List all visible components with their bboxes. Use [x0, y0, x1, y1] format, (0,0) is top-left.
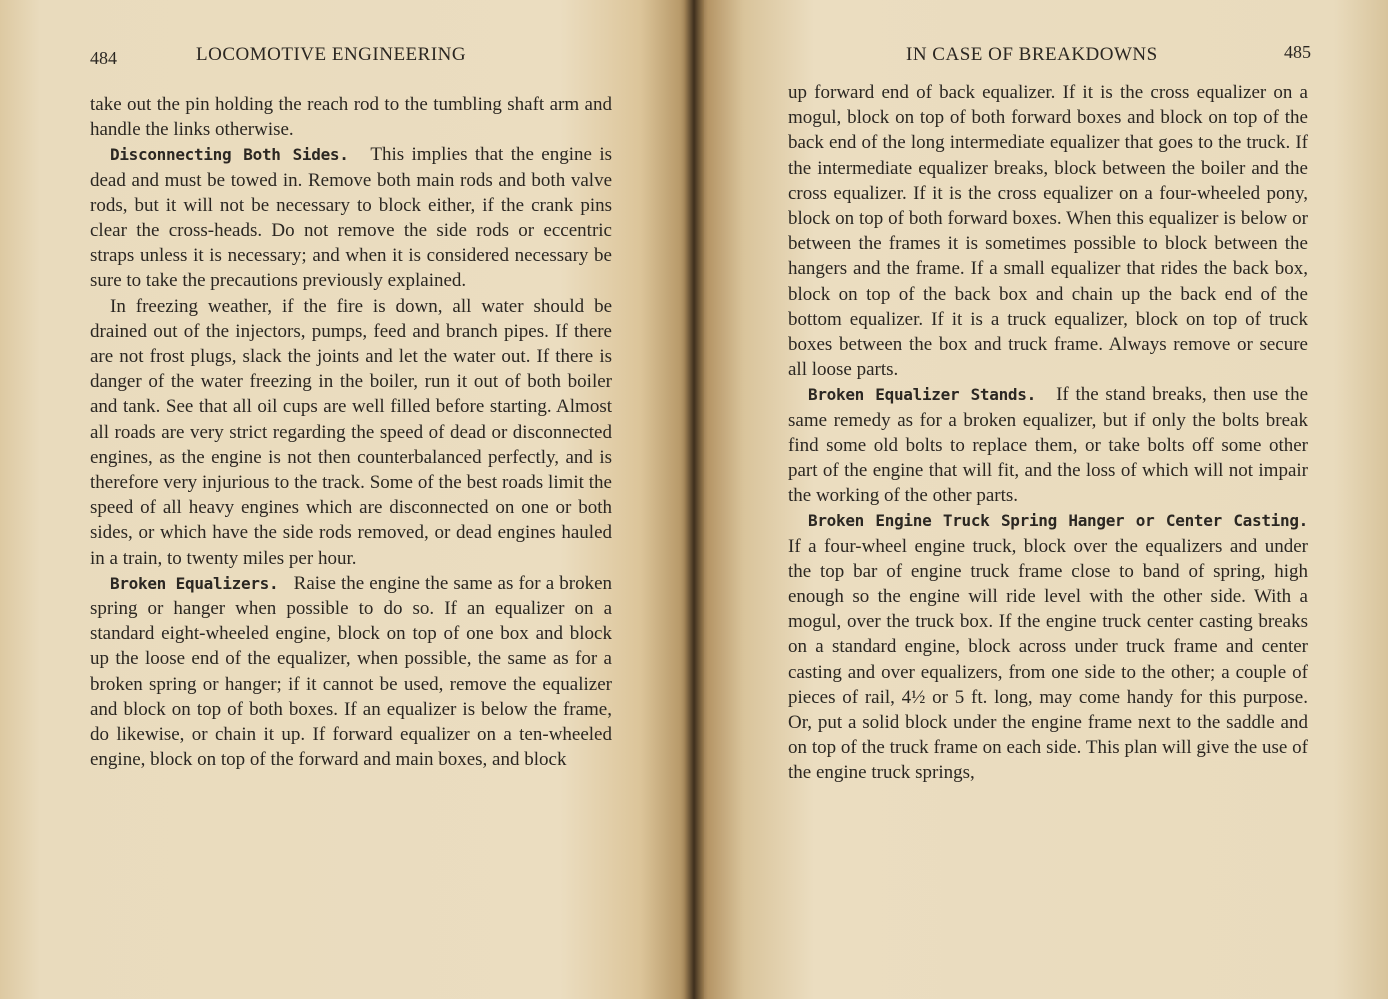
running-head: LOCOMOTIVE ENGINEERING — [196, 44, 467, 65]
paragraph — [788, 508, 1308, 785]
running-head: IN CASE OF BREAKDOWNS — [906, 44, 1158, 65]
paragraph-text: If a four-wheel engine truck, block over the equalizers and under the top bar of engine truck frame close to band of spring, high enough so the engine will ride level with the other side. With a mogul, over the truck box. If the engine truck center casting breaks on a standard engine, block across under truck frame and center casting and over equalizers, from one side to the other; a couple of pieces of rail, 4½ or 5 ft. long, may come handy for this purpose. Or, put a solid block under the engine frame next to the saddle and on top of the truck frame on each side. This plan will give the use of the engine truck springs, — [788, 535, 1308, 784]
paragraph-text: If the stand breaks, then use the same remedy as for a broken equalizer, but if only the bolts break find some old bolts to replace them, or take bolts off some other part of the engine that will fit, and the loss of which will not impair the working of the other parts. — [788, 384, 1308, 507]
section-heading: Broken Equalizer Stands. — [808, 385, 1036, 405]
paragraph-text: up forward end of back equalizer. If it is the cross equalizer on a mogul, block on top of both forward boxes and block on top of the back end of the long intermediate equalizer that goes to the truck. If the intermediate equalizer breaks, block between the boiler and the cross equalizer. If it is the cross equalizer on a four-wheeled pony, block on top of both forward boxes. When this equalizer is below or between the frames it is sometimes possible to block between the hangers and the frame. If a small equalizer that rides the back box, block on top of the back box and chain up the back end of the bottom equalizer. If it is a truck equalizer, block on top of truck boxes between the box and truck frame. Always remove or secure all loose parts. — [788, 82, 1308, 381]
page-number: 484 — [90, 48, 117, 68]
page-body — [90, 92, 612, 772]
paragraph — [90, 571, 612, 773]
page-number: 485 — [1284, 42, 1311, 62]
book-gutter — [684, 0, 704, 999]
paragraph — [90, 142, 612, 293]
paragraph-text: In freezing weather, if the fire is down, all water should be drained out of the injectors, pumps, feed and branch pipes. If there are not frost plugs, slack the joints and let the water out. If there is danger of the water freezing in the boiler, run it out of both boiler and tank. See that all oil cups are well filled before starting. Almost all roads are very strict regarding the speed of dead or disconnected engines, as the engine is not then counterbalanced perfectly, and is therefore very injurious to the track. Some of the best roads limit the speed of all heavy engines which are disconnected on one or both sides, or which have the side rods removed, or dead engines hauled in a train, to twenty miles per hour. — [90, 295, 612, 569]
paragraph-text: Raise the engine the same as for a broken spring or hanger when possible to do so. If an equalizer on a standard eight-wheeled engine, block on top of one box and block up the loose end of the equalizer, when possible, the same as for a broken spring or hanger; if it cannot be used, remove the equalizer and block on top of both boxes. If an equalizer is below the frame, do likewise, or chain it up. If forward equalizer on a ten-wheeled engine, block on top of the forward and main boxes, and block — [90, 572, 612, 771]
paragraph — [788, 80, 1308, 382]
paragraph — [90, 294, 612, 571]
paragraph — [788, 382, 1308, 508]
right-page — [694, 0, 1388, 999]
section-heading: Disconnecting Both Sides. — [110, 145, 349, 165]
section-heading: Broken Engine Truck Spring Hanger or Center Casting. — [808, 511, 1308, 531]
paragraph-text: take out the pin holding the reach rod to the tumbling shaft arm and handle the links otherwise. — [90, 94, 612, 141]
paragraph — [90, 92, 612, 142]
page-body — [788, 80, 1308, 786]
paragraph-text: This implies that the engine is dead and must be towed in. Remove both main rods and both valve rods, but it will not be necessary to block either, if the crank pins clear the cross-heads. Do not remove the side rods or eccentric straps unless it is necessary; and when it is considered necessary be sure to take the precautions previously explained. — [90, 144, 612, 292]
section-heading: Broken Equalizers. — [110, 573, 279, 593]
